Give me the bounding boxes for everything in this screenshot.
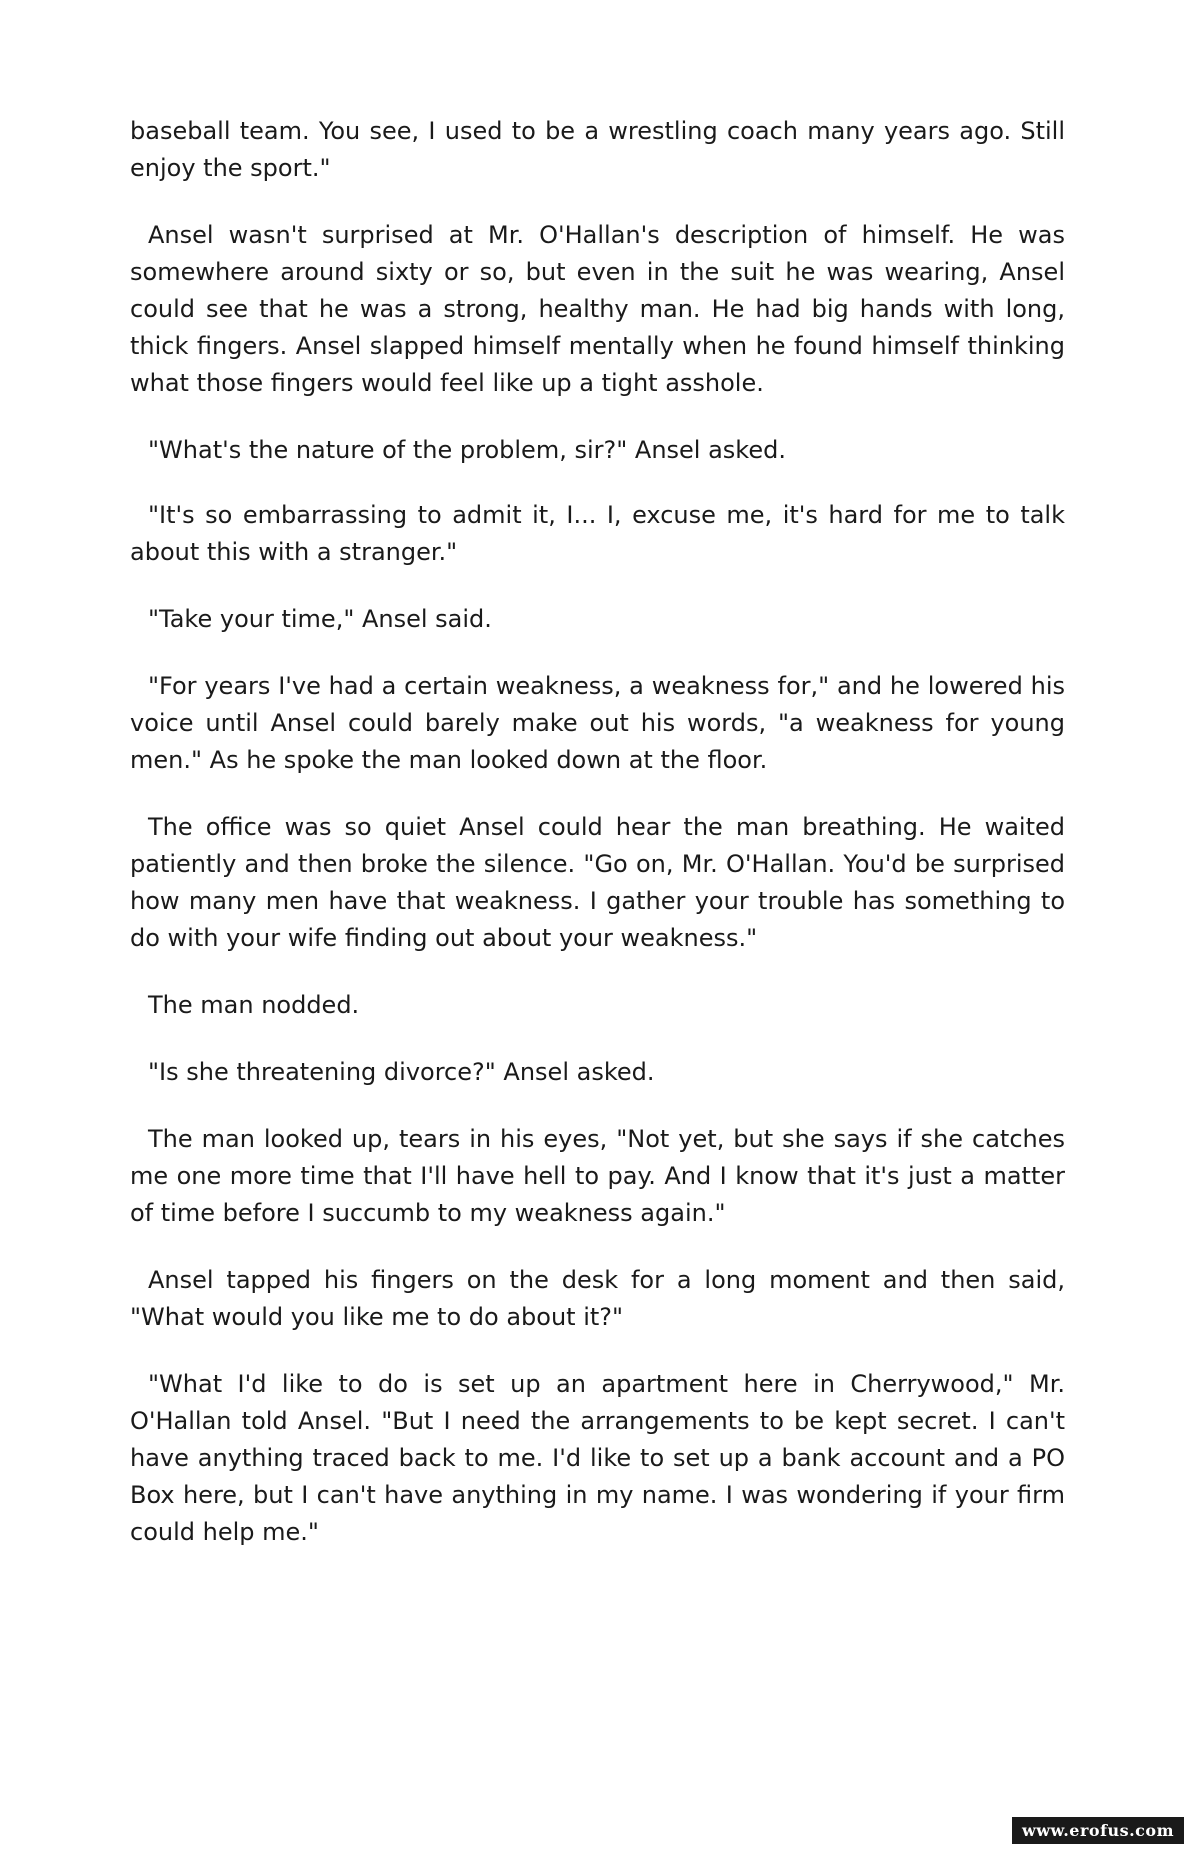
paragraph-9: "Is she threatening divorce?" Ansel asked. — [148, 1058, 655, 1086]
paragraph-1: baseball team. You see, I used to be a wrestling coach many years ago. Still enjoy the sport." — [130, 117, 1065, 182]
paragraph-3: "What's the nature of the problem, sir?" Ansel asked. — [148, 436, 786, 464]
paragraph-10: The man looked up, tears in his eyes, "Not yet, but she says if she catches me one more time that I'll have hell to pay. And I know that it's just a matter of time before I succumb to my weakness again." — [130, 1125, 1065, 1227]
site-watermark: www.erofus.com — [1012, 1817, 1184, 1844]
paragraph-11: Ansel tapped his fingers on the desk for a long moment and then said, "What would you like me to do about it?" — [130, 1266, 1065, 1331]
paragraph-5: "Take your time," Ansel said. — [148, 605, 492, 633]
paragraph-2: Ansel wasn't surprised at Mr. O'Hallan's description of himself. He was somewhere around sixty or so, but even in the suit he was wearing, Ansel could see that he was a strong, healthy man. He had big hands with long, thick fingers. Ansel slapped himself mentally when he found himself thinking what those fingers would feel like up a tight asshole. — [130, 221, 1065, 397]
paragraph-6: "For years I've had a certain weakness, a weakness for," and he lowered his voice until Ansel could barely make out his words, "a weakness for young men." As he spoke the man looked down at the floor. — [130, 672, 1065, 774]
paragraph-8: The man nodded. — [148, 991, 360, 1019]
paragraph-4: "It's so embarrassing to admit it, I... I, excuse me, it's hard for me to talk about this with a stranger." — [130, 501, 1065, 566]
paragraph-12: "What I'd like to do is set up an apartment here in Cherrywood," Mr. O'Hallan told Ansel. "But I need the arrangements to be kept secret. I can't have anything traced back to me. I'd like to set up a bank account and a PO Box here, but I can't have anything in my name. I was wondering if your firm could help me." — [130, 1370, 1065, 1546]
paragraph-7: The office was so quiet Ansel could hear the man breathing. He waited patiently and then broke the silence. "Go on, Mr. O'Hallan. You'd be surprised how many men have that weakness. I gather your trouble has something to do with your wife finding out about your weakness." — [130, 813, 1065, 952]
text-column — [130, 113, 1065, 1551]
